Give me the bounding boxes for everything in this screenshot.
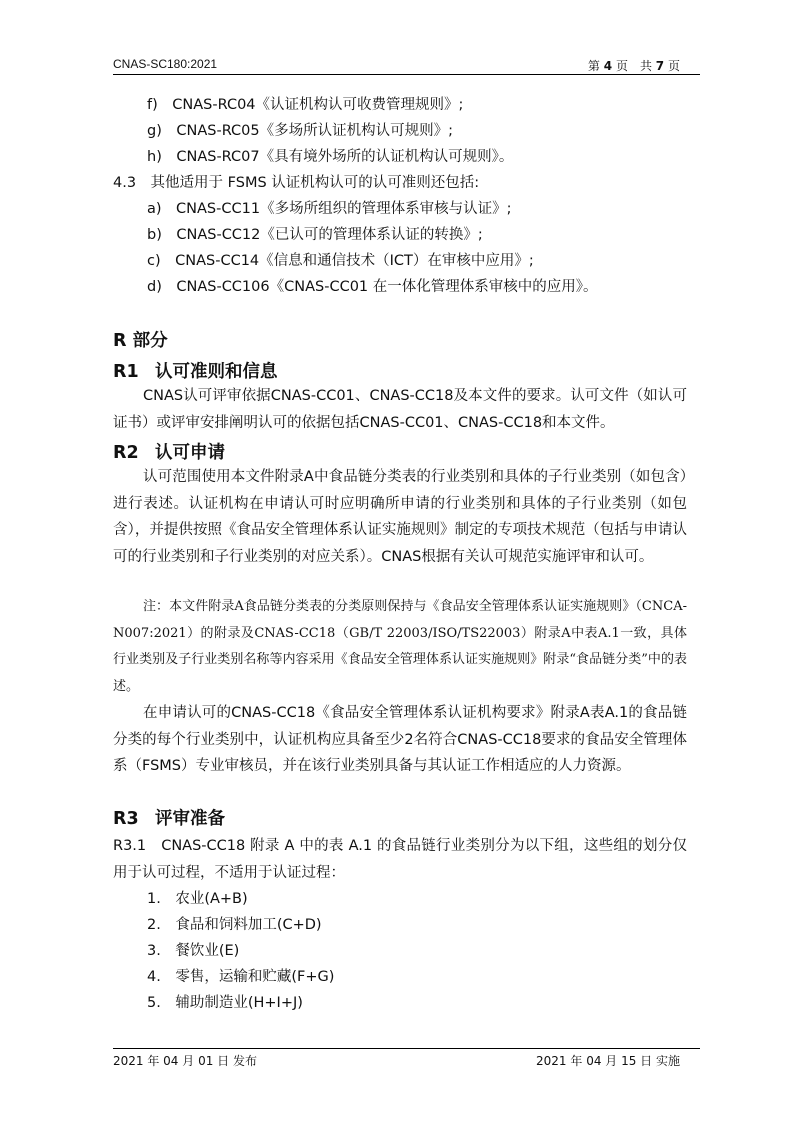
section-heading-r3: R3 评审准备 [113,809,225,829]
document-id: CNAS-SC180:2021 [113,57,218,71]
list-item: a) CNAS-CC11《多场所组织的管理体系审核与认证》; [147,201,512,217]
header-rule [113,74,700,75]
r2-note: 注：本文件附录A食品链分类表的分类原则保持与《食品安全管理体系认证实施规则》（CNCA-N007:2021）的附录及CNAS-CC18（GB/T 22003/ISO/TS22003）附录A中表A.1一致，具体行业类别及子行业类别名称等内容采用《食品安全管理体系认证实施规则》附录“食品链分类”中的表述。 [113,599,687,694]
list-item: g) CNAS-RC05《多场所认证机构认可规则》; [147,123,453,139]
group-item: 5. 辅助制造业(H+I+J) [147,995,303,1011]
clause-4-3: 4.3 其他适用于 FSMS 认证机构认可的认可准则还包括: [113,175,480,191]
group-item: 1. 农业(A+B) [147,891,248,907]
r2-body: 认可范围使用本文件附录A中食品链分类表的行业类别和具体的子行业类别（如包含）进行表述。认证机构在申请认可时应明确所申请的行业类别和具体的子行业类别（如包含），并提供按照《食品安全管理体系认证实施规则》制定的专项技术规范（包括与申请认可的行业类别和子行业类别的对应关系）。CNAS根据有关认可规范实施评审和认可。 [113,469,687,565]
effective-date: 2021 年 04 月 15 日 实施 [536,1054,680,1068]
list-item: d) CNAS-CC106《CNAS-CC01 在一体化管理体系审核中的应用》。 [147,279,598,295]
r2-body-2: 在申请认可的CNAS-CC18《食品安全管理体系认证机构要求》附录A表A.1的食品链分类的每个行业类别中，认证机构应具备至少2名符合CNAS-CC18要求的食品安全管理体系（FSMS）专业审核员，并在该行业类别具备与其认证工作相适应的人力资源。 [113,705,687,775]
footer-rule [113,1048,700,1049]
publish-date: 2021 年 04 月 01 日 发布 [113,1054,257,1068]
page-number: 第 4 页 共 7 页 [587,59,680,73]
group-item: 3. 餐饮业(E) [147,943,240,959]
section-heading-r1: R1 认可准则和信息 [113,362,278,382]
group-item: 4. 零售，运输和贮藏(F+G) [147,969,335,985]
list-item: h) CNAS-RC07《具有境外场所的认证机构认可规则》。 [147,149,514,165]
list-item: f) CNAS-RC04《认证机构认可收费管理规则》; [147,97,464,113]
r1-body: CNAS认可评审依据CNAS-CC01、CNAS-CC18及本文件的要求。认可文件（如认可证书）或评审安排阐明认可的依据包括CNAS-CC01、CNAS-CC18和本文件。 [113,388,687,431]
list-item: c) CNAS-CC14《信息和通信技术（ICT）在审核中应用》; [147,253,534,269]
r3-1-body: R3.1 CNAS-CC18 附录 A 中的表 A.1 的食品链行业类别分为以下组，这些组的划分仅用于认可过程，不适用于认证过程： [113,838,687,881]
part-title: R 部分 [113,331,168,351]
group-item: 2. 食品和饲料加工(C+D) [147,917,322,933]
list-item: b) CNAS-CC12《已认可的管理体系认证的转换》; [147,227,483,243]
section-heading-r2: R2 认可申请 [113,443,225,463]
